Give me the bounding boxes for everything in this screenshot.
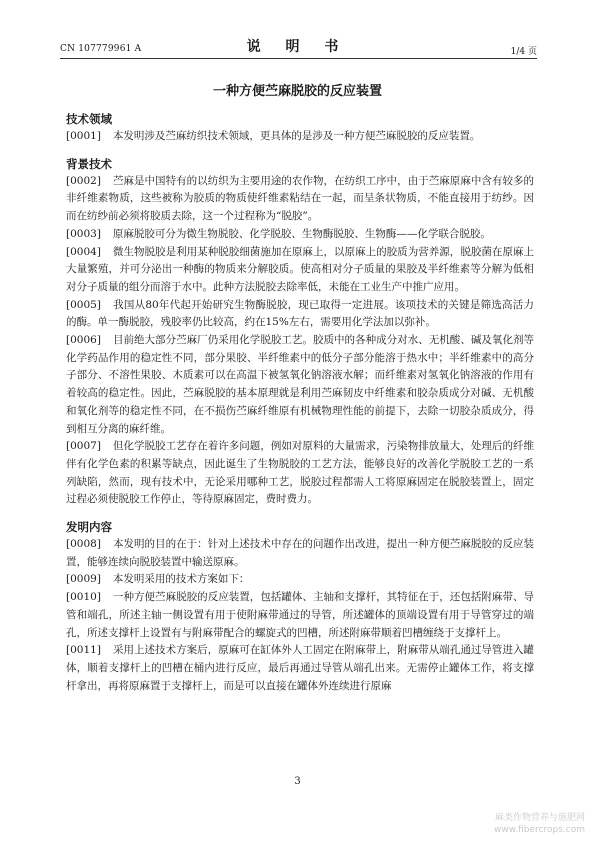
paragraph bbox=[66, 438, 534, 509]
paragraph-text: 我国从80年代起开始研究生物酶脱胶，现已取得一定进展。该项技术的关键是筛选高活力的酶。单一酶脱胶，残胶率仍比较高，约在15%左右，需要用化学法加以弥补。 bbox=[66, 298, 534, 329]
watermark-line-name: 麻类作物营养与施肥网 bbox=[494, 813, 585, 823]
paragraph-text: 采用上述技术方案后，原麻可在缸体外人工固定在附麻带上，附麻带从端孔通过导管进入罐体，顺着支撑杆上的凹槽在桶内进行反应，最后再通过导管从端孔出来。无需停止罐体工作，将支撑杆拿出，再将原麻置于支撑杆上，而是可以直接在罐体外连续进行原麻 bbox=[66, 644, 534, 692]
paragraph-text: 苎麻是中国特有的以纺织为主要用途的农作物，在纺织工序中，由于苎麻原麻中含有较多的非纤维素物质，这些被称为胶质的物质使纤维素粘结在一起，而呈条状物质，不能直接用于纺纱。因而在纺纱前必须将胶质去除，这一个过程称为“脱胶”。 bbox=[66, 174, 534, 223]
site-watermark bbox=[494, 812, 585, 836]
invention-title: 一种方便苎麻脱胶的反应装置 bbox=[212, 84, 382, 99]
watermark-line-url: www.fibercrops.com bbox=[494, 825, 585, 835]
paragraph-number: [0011] bbox=[66, 644, 101, 657]
paragraph bbox=[66, 128, 534, 146]
paragraph-number: [0010] bbox=[66, 591, 101, 604]
paragraph-number: [0004] bbox=[66, 245, 101, 258]
section-heading-tech-field: 技术领域 bbox=[66, 112, 112, 126]
paragraph bbox=[66, 571, 534, 589]
paragraph bbox=[66, 642, 534, 695]
header-divider bbox=[60, 58, 537, 59]
paragraph bbox=[66, 244, 534, 297]
paragraph-text: 一种方便苎麻脱胶的反应装置，包括罐体、主轴和支撑杆，其特征在于，还包括附麻带、导管和端孔，所述主轴一侧设置有用于使附麻带通过的导管，所述罐体的顶端设置有用于导管穿过的端孔，所述支撑杆上设置有与附麻带配合的螺旋式的凹槽，所述附麻带顺着凹槽缠绕于支撑杆上。 bbox=[66, 591, 534, 639]
paragraph-text: 本发明采用的技术方案如下： bbox=[112, 573, 250, 586]
paragraph-number: [0008] bbox=[66, 538, 101, 551]
paragraph-text: 本发明的目的在于：针对上述技术中存在的问题作出改进，提出一种方便苎麻脱胶的反应装置，能够连续向脱胶装置中输送原麻。 bbox=[66, 538, 534, 568]
page-number: 3 bbox=[294, 776, 301, 787]
paragraph-number: [0003] bbox=[66, 227, 101, 240]
paragraph bbox=[66, 536, 534, 571]
paragraph-number: [0005] bbox=[66, 298, 101, 311]
page-indicator: 1/4 页 bbox=[510, 47, 537, 57]
document-section-title: 说 明 书 bbox=[246, 39, 349, 55]
paragraph-text: 目前绝大部分苎麻厂仍采用化学脱胶工艺。胶质中的各种成分对水、无机酸、碱及氧化剂等化学药品作用的稳定性不同，部分果胶、半纤维素中的低分子部分能溶于热水中；半纤维素中的高分子部分、不溶性果胶、木质素可以在高温下被氢氧化钠溶液水解；而纤维素对氢氧化钠溶液的作用有着较高的稳定性。因此，苎麻脱胶的基本原理就是利用苎麻韧皮中纤维素和胶杂质成分对碱、无机酸和氧化剂等的稳定性不同，在不损伤苎麻纤维原有机械物理性能的前提下，去除一切胶杂质成分，得到相互分离的麻纤维。 bbox=[66, 334, 534, 435]
paragraph-text: 本发明涉及苎麻纺织技术领域，更具体的是涉及一种方便苎麻脱胶的反应装置。 bbox=[112, 130, 481, 142]
patent-number: CN 107779961 A bbox=[60, 44, 142, 54]
section-heading-invention: 发明内容 bbox=[66, 520, 112, 535]
section-heading-background: 背景技术 bbox=[66, 156, 112, 171]
paragraph bbox=[66, 297, 534, 332]
paragraph-text: 原麻脱胶可分为微生物脱胶、化学脱胶、生物酶脱胶、生物酶——化学联合脱胶。 bbox=[112, 227, 491, 240]
paragraph-number: [0007] bbox=[66, 440, 101, 453]
paragraph bbox=[66, 226, 534, 244]
paragraph-text: 但化学脱胶工艺存在着许多问题，例如对原料的大量需求，污染物排放量大，处理后的纤维伴有化学色素的积累等缺点，因此诞生了生物脱胶的工艺方法，能够良好的改善化学脱胶工艺的一系列缺陷，然而，现有技术中，无论采用哪种工艺，脱胶过程都需人工将原麻固定在脱胶装置上，固定过程必须使脱胶工作停止，等待原麻固定，费时费力。 bbox=[66, 440, 534, 506]
paragraph bbox=[66, 173, 534, 226]
page-header bbox=[0, 0, 595, 60]
paragraph-number: [0002] bbox=[66, 174, 101, 187]
paragraph-text: 微生物脱胶是利用某种脱胶细菌施加在原麻上，以原麻上的胶质为营养源，脱胶菌在原麻上大量繁殖，并可分泌出一种酶的物质来分解胶质。使高相对分子质量的果胶及半纤维素等分解为低相对分子质量的组分而溶于水中。此种方法脱胶去除率低，未能在工业生产中推广应用。 bbox=[66, 245, 534, 293]
document-body bbox=[66, 110, 534, 695]
paragraph bbox=[66, 332, 534, 438]
paragraph bbox=[66, 589, 534, 642]
paragraph-number: [0006] bbox=[66, 334, 101, 347]
paragraph-number: [0001] bbox=[66, 130, 101, 142]
paragraph-number: [0009] bbox=[66, 573, 101, 586]
